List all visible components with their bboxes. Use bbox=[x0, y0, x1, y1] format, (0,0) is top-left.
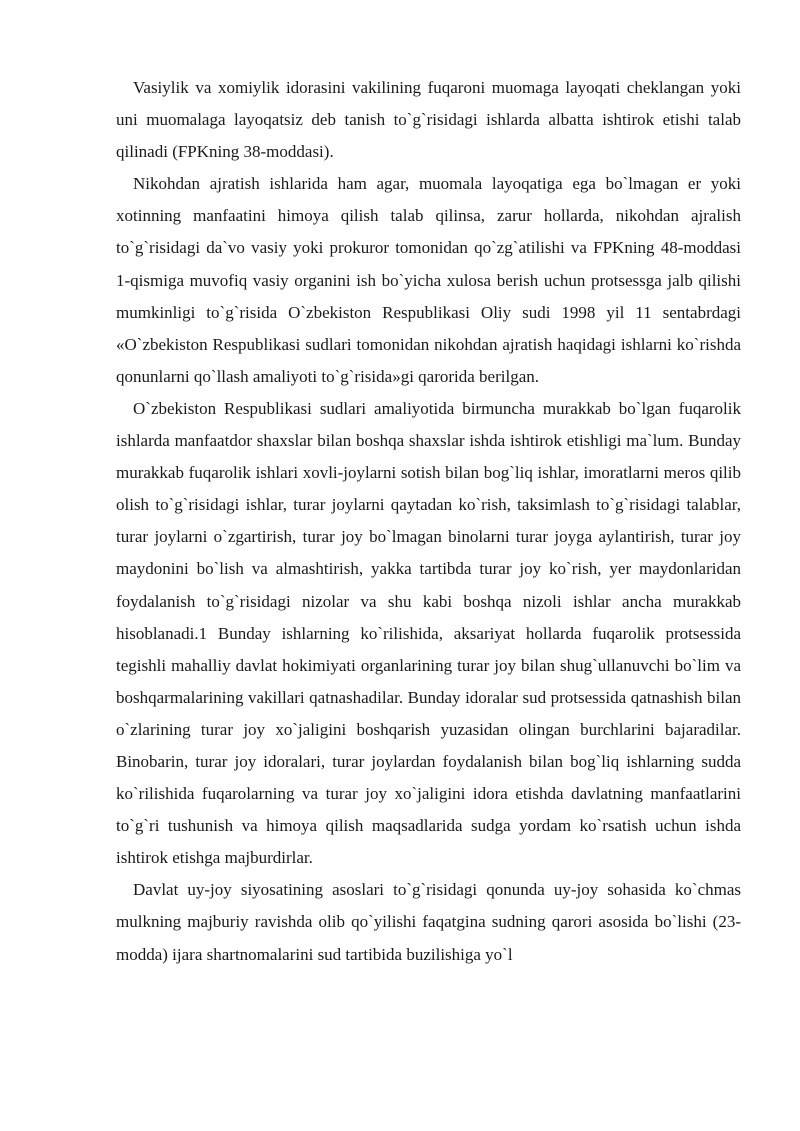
document-body bbox=[116, 72, 741, 971]
paragraph-3: O`zbekiston Respublikasi sudlari amaliyotida birmuncha murakkab bo`lgan fuqarolik ishlarda manfaatdor shaxslar bilan boshqa shaxslar ishda ishtirok etishligi ma`lum. Bunday murakkab fuqarolik ishlari xovli-joylarni sotish bilan bog`liq ishlar, imoratlarni meros qilib olish to`g`risidagi ishlar, turar joylarni qaytadan ko`rish, taksimlash to`g`risidagi talablar, turar joylarni o`zgartirish, turar joy bo`lmagan binolarni turar joyga aylantirish, turar joy maydonini bo`lish va almashtirish, yakka tartibda turar joy ko`rish, yer maydonlaridan foydalanish to`g`risidagi nizolar va shu kabi boshqa nizoli ishlar ancha murakkab hisoblanadi.1 Bunday ishlarning ko`rilishida, aksariyat hollarda fuqarolik protsessida tegishli mahalliy davlat hokimiyati organlarining turar joy bilan shug`ullanuvchi bo`lim va boshqarmalarining vakillari qatnashadilar. Bunday idoralar sud protsessida qatnashish bilan o`zlarining turar joy xo`jaligini boshqarish yuzasidan olingan burchlarini bajaradilar. Binobarin, turar joy idoralari, turar joylardan foydalanish bilan bog`liq ishlarning sudda ko`rilishida fuqarolarning va turar joy xo`jaligini idora etishda davlatning manfaatlarini to`g`ri tushunish va himoya qilish maqsadlarida sudga yordam ko`rsatish uchun ishda ishtirok etishga majburdirlar. bbox=[116, 398, 741, 868]
paragraph-1: Vasiylik va xomiylik idorasini vakilining fuqaroni muomaga layoqati cheklangan yoki uni muomalaga layoqatsiz deb tanish to`g`risidagi ishlarda albatta ishtirok etishi talab qilinadi (FPKning 38-moddasi). bbox=[116, 78, 741, 162]
paragraph-4: Davlat uy-joy siyosatining asoslari to`g`risidagi qonunda uy-joy sohasida ko`chmas mulkning majburiy ravishda olib qo`yilishi faqatgina sudning qarori asosida bo`lishi (23-modda) ijara shartnomalarini sud tartibida buzilishiga yo`l bbox=[116, 880, 741, 964]
paragraph-2: Nikohdan ajratish ishlarida ham agar, muomala layoqatiga ega bo`lmagan er yoki xotinning manfaatini himoya qilish talab qilinsa, zarur hollarda, nikohdan ajralish to`g`risidagi da`vo vasiy yoki prokuror tomonidan qo`zg`atilishi va FPKning 48-moddasi 1-qismiga muvofiq vasiy organini ish bo`yicha xulosa berish uchun protsessga jalb qilishi mumkinligi to`g`risida O`zbekiston Respublikasi Oliy sudi 1998 yil 11 sentabrdagi «O`zbekiston Respublikasi sudlari tomonidan nikohdan ajratish haqidagi ishlarni ko`rishda qonunlarni qo`llash amaliyoti to`g`risida»gi qarorida berilgan. bbox=[116, 174, 741, 386]
